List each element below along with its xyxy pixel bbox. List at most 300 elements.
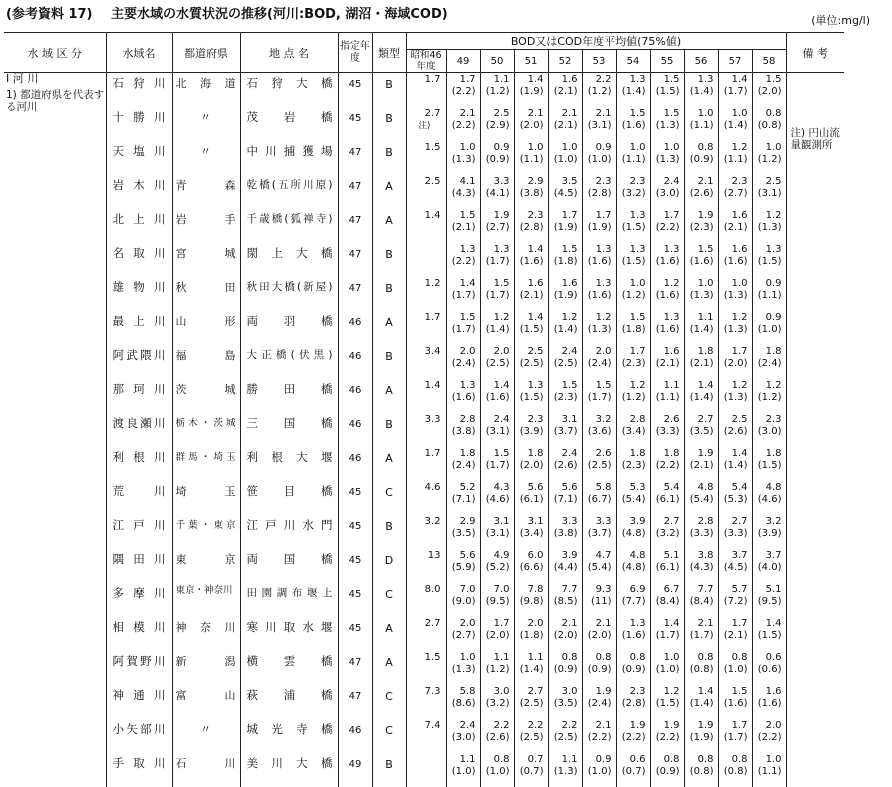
percentile-75: (3.3) <box>719 528 748 540</box>
percentile-75: (8.4) <box>685 596 714 608</box>
value-cell <box>548 685 582 719</box>
table-row <box>4 209 844 243</box>
bod-average: 1.3 <box>651 312 680 324</box>
value-cell <box>446 107 480 141</box>
percentile-75: (0.9) <box>685 154 714 166</box>
percentile-75: (2.1) <box>515 290 544 302</box>
bod-average: 2.1 <box>685 176 714 188</box>
bod-average: 1.5 <box>447 210 476 222</box>
value-cell <box>480 345 514 379</box>
bod-average: 4.9 <box>481 550 510 562</box>
table-row <box>4 243 844 277</box>
water-name: 北上川 <box>106 209 172 243</box>
percentile-75: (3.9) <box>753 528 782 540</box>
value-cell <box>616 583 650 617</box>
value-cell <box>446 515 480 549</box>
bod-average: 1.7 <box>481 618 510 630</box>
percentile-75: (1.5) <box>753 460 782 472</box>
value-cell <box>446 651 480 685</box>
table-row <box>4 345 844 379</box>
reference-label: (参考資料 17) <box>6 7 93 22</box>
percentile-75: (2.0) <box>481 630 510 642</box>
value-cell <box>582 719 616 753</box>
value-cell <box>684 413 718 447</box>
showa46-value <box>406 175 446 209</box>
water-name: 利根川 <box>106 447 172 481</box>
bod-average: 2.5 <box>515 346 544 358</box>
percentile-75: (9.0) <box>447 596 476 608</box>
percentile-75: (1.0) <box>549 154 578 166</box>
bod-average: 1.9 <box>685 448 714 460</box>
bod-average: 2.1 <box>515 108 544 120</box>
percentile-75: (1.3) <box>719 392 748 404</box>
value-cell <box>548 753 582 787</box>
bod-average: 5.1 <box>753 584 782 596</box>
bod-average: 3.3 <box>583 516 612 528</box>
value-cell <box>514 209 548 243</box>
bod-average: 0.8 <box>651 754 680 766</box>
col-designated-year: 指定年度 <box>338 33 372 73</box>
percentile-75: (3.4) <box>515 528 544 540</box>
percentile-75: (2.2) <box>447 86 476 98</box>
value-cell <box>752 447 786 481</box>
percentile-75: (1.0) <box>447 766 476 778</box>
percentile-75: (1.4) <box>549 324 578 336</box>
percentile-75: (2.3) <box>617 460 646 472</box>
value-cell <box>514 685 548 719</box>
value-cell <box>684 651 718 685</box>
percentile-75: (3.1) <box>481 426 510 438</box>
percentile-75: (1.3) <box>651 154 680 166</box>
percentile-75: (3.6) <box>583 426 612 438</box>
percentile-75: (3.3) <box>651 426 680 438</box>
prefecture: 〃 <box>172 141 240 175</box>
bod-average: 2.2 <box>515 720 544 732</box>
percentile-75: (6.6) <box>515 562 544 574</box>
prefecture: 東京・神奈川 <box>172 583 240 617</box>
category-cell <box>4 73 106 787</box>
percentile-75: (1.5) <box>651 86 680 98</box>
bod-average: 0.9 <box>583 142 612 154</box>
percentile-75: (1.7) <box>651 630 680 642</box>
percentile-75: (1.7) <box>685 630 714 642</box>
bod-average: 1.4 <box>685 380 714 392</box>
bod-average: 2.3 <box>753 414 782 426</box>
percentile-75: (2.4) <box>583 698 612 710</box>
s46-bod: 1.7 <box>407 74 441 85</box>
bod-average: 1.4 <box>481 380 510 392</box>
percentile-75: (2.2) <box>651 460 680 472</box>
type-class: C <box>372 583 406 617</box>
bod-average: 7.0 <box>447 584 476 596</box>
table-row <box>4 651 844 685</box>
bod-average: 1.5 <box>617 312 646 324</box>
bod-average: 2.8 <box>447 414 476 426</box>
bod-average: 1.2 <box>753 210 782 222</box>
percentile-75: (4.8) <box>617 528 646 540</box>
value-cell <box>480 447 514 481</box>
bod-average: 3.1 <box>549 414 578 426</box>
value-cell <box>514 583 548 617</box>
bod-average: 1.4 <box>515 244 544 256</box>
prefecture: 栃木・茨城 <box>172 413 240 447</box>
table-row <box>4 583 844 617</box>
value-cell <box>718 243 752 277</box>
bod-average: 5.8 <box>583 482 612 494</box>
percentile-75: (5.4) <box>685 494 714 506</box>
value-cell <box>718 413 752 447</box>
percentile-75: (1.4) <box>515 664 544 676</box>
bod-average: 2.3 <box>515 414 544 426</box>
value-cell <box>752 583 786 617</box>
bod-average: 2.5 <box>719 414 748 426</box>
designated-year: 47 <box>338 651 372 685</box>
water-quality-table <box>4 32 844 787</box>
percentile-75: (1.5) <box>617 222 646 234</box>
bod-average: 5.8 <box>447 686 476 698</box>
percentile-75: (1.0) <box>481 766 510 778</box>
table-row <box>4 107 844 141</box>
designated-year: 47 <box>338 209 372 243</box>
bod-average: 1.6 <box>719 244 748 256</box>
value-cell <box>446 413 480 447</box>
showa46-value <box>406 209 446 243</box>
value-cell <box>616 549 650 583</box>
percentile-75: (1.5) <box>515 324 544 336</box>
percentile-75: (2.5) <box>583 460 612 472</box>
percentile-75: (2.7) <box>447 630 476 642</box>
bod-average: 1.3 <box>617 618 646 630</box>
category-subsection: 1) 都道府県を代表する河川 <box>6 85 106 113</box>
type-class: B <box>372 107 406 141</box>
bod-average: 0.8 <box>685 142 714 154</box>
bod-average: 1.2 <box>719 142 748 154</box>
percentile-75: (1.6) <box>651 290 680 302</box>
bod-average: 1.3 <box>583 278 612 290</box>
bod-average: 2.8 <box>617 414 646 426</box>
s46-bod: 3.3 <box>407 414 441 425</box>
s46-bod: 8.0 <box>407 584 441 595</box>
value-cell <box>582 753 616 787</box>
water-name: 隅田川 <box>106 549 172 583</box>
value-cell <box>514 311 548 345</box>
remarks-note: 注) 円山流量観測所 <box>791 127 845 151</box>
bod-average: 0.9 <box>583 754 612 766</box>
showa46-value <box>406 141 446 175</box>
value-cell <box>650 447 684 481</box>
bod-average: 0.8 <box>481 754 510 766</box>
bod-average: 3.3 <box>481 176 510 188</box>
col-year: 49 <box>446 50 480 73</box>
percentile-75: (4.3) <box>447 188 476 200</box>
percentile-75: (1.5) <box>515 392 544 404</box>
point-name: 石狩大橋 <box>240 73 338 108</box>
percentile-75: (1.6) <box>685 256 714 268</box>
percentile-75: (0.8) <box>719 766 748 778</box>
bod-average: 1.8 <box>617 448 646 460</box>
bod-average: 1.6 <box>753 686 782 698</box>
percentile-75: (3.8) <box>515 188 544 200</box>
percentile-75: (2.0) <box>515 120 544 132</box>
value-cell <box>616 243 650 277</box>
point-name: 乾橋(五所川原) <box>240 175 338 209</box>
col-year: 56 <box>684 50 718 73</box>
percentile-75: (2.4) <box>753 358 782 370</box>
percentile-75: (2.1) <box>651 358 680 370</box>
value-cell <box>514 107 548 141</box>
percentile-75: (3.7) <box>549 426 578 438</box>
bod-average: 1.5 <box>719 686 748 698</box>
value-cell <box>548 515 582 549</box>
percentile-75: (2.2) <box>651 222 680 234</box>
bod-average: 3.1 <box>481 516 510 528</box>
value-cell <box>752 107 786 141</box>
col-year: 53 <box>582 50 616 73</box>
bod-average: 0.6 <box>753 652 782 664</box>
bod-average: 2.3 <box>617 686 646 698</box>
bod-average: 3.9 <box>549 550 578 562</box>
bod-average: 3.7 <box>753 550 782 562</box>
value-cell <box>480 583 514 617</box>
point-name: 秋田大橋(新屋) <box>240 277 338 311</box>
value-cell <box>582 379 616 413</box>
percentile-75: (3.2) <box>481 698 510 710</box>
bod-average: 2.1 <box>583 108 612 120</box>
percentile-75: (1.6) <box>719 698 748 710</box>
bod-average: 1.5 <box>447 312 476 324</box>
water-name: 最上川 <box>106 311 172 345</box>
percentile-75: (3.5) <box>685 426 714 438</box>
table-row <box>4 141 844 175</box>
bod-average: 4.3 <box>481 482 510 494</box>
s46-bod: 1.4 <box>407 380 441 391</box>
bod-average: 1.8 <box>447 448 476 460</box>
bod-average: 1.5 <box>651 108 680 120</box>
value-cell <box>718 379 752 413</box>
percentile-75: (1.6) <box>583 290 612 302</box>
s46-note: 注) <box>407 119 441 131</box>
percentile-75: (0.7) <box>617 766 646 778</box>
bod-average: 2.1 <box>685 618 714 630</box>
bod-average: 0.8 <box>719 652 748 664</box>
percentile-75: (1.3) <box>583 324 612 336</box>
percentile-75: (2.3) <box>617 358 646 370</box>
percentile-75: (1.2) <box>617 392 646 404</box>
table-row <box>4 549 844 583</box>
bod-average: 1.2 <box>481 312 510 324</box>
value-cell <box>582 549 616 583</box>
value-cell <box>718 481 752 515</box>
percentile-75: (3.3) <box>685 528 714 540</box>
value-cell <box>514 413 548 447</box>
percentile-75: (1.2) <box>617 290 646 302</box>
percentile-75: (1.7) <box>447 290 476 302</box>
percentile-75: (1.0) <box>753 324 782 336</box>
value-cell <box>480 617 514 651</box>
value-cell <box>752 243 786 277</box>
value-cell <box>684 345 718 379</box>
bod-average: 7.7 <box>685 584 714 596</box>
bod-average: 1.4 <box>685 686 714 698</box>
prefecture: 北海道 <box>172 73 240 108</box>
bod-average: 1.3 <box>447 244 476 256</box>
value-cell <box>582 141 616 175</box>
percentile-75: (1.4) <box>481 324 510 336</box>
value-cell <box>548 209 582 243</box>
value-cell <box>718 277 752 311</box>
prefecture: 新潟 <box>172 651 240 685</box>
value-cell <box>752 73 786 108</box>
bod-average: 5.6 <box>515 482 544 494</box>
bod-average: 1.5 <box>549 380 578 392</box>
table-body <box>4 73 844 787</box>
table-row <box>4 685 844 719</box>
col-year: 50 <box>480 50 514 73</box>
value-cell <box>480 73 514 108</box>
value-cell <box>752 209 786 243</box>
value-cell <box>548 243 582 277</box>
value-cell <box>548 107 582 141</box>
bod-average: 2.0 <box>515 618 544 630</box>
value-cell <box>446 685 480 719</box>
s46-bod: 7.3 <box>407 686 441 697</box>
percentile-75: (4.6) <box>481 494 510 506</box>
bod-average: 1.5 <box>481 278 510 290</box>
bod-average: 3.7 <box>719 550 748 562</box>
type-class: B <box>372 243 406 277</box>
value-cell <box>650 719 684 753</box>
bod-average: 3.0 <box>481 686 510 698</box>
s46-bod: 1.7 <box>407 448 441 459</box>
water-name: 多摩川 <box>106 583 172 617</box>
percentile-75: (1.4) <box>719 120 748 132</box>
value-cell <box>548 481 582 515</box>
value-cell <box>752 515 786 549</box>
table-row <box>4 413 844 447</box>
bod-average: 5.6 <box>549 482 578 494</box>
bod-average: 1.4 <box>515 312 544 324</box>
table-row <box>4 311 844 345</box>
percentile-75: (2.6) <box>549 460 578 472</box>
bod-average: 1.2 <box>651 686 680 698</box>
value-cell <box>650 141 684 175</box>
bod-average: 1.3 <box>515 380 544 392</box>
type-class: B <box>372 413 406 447</box>
point-name: 江戸川水門 <box>240 515 338 549</box>
bod-average: 1.5 <box>583 380 612 392</box>
bod-average: 2.4 <box>447 720 476 732</box>
value-cell <box>514 753 548 787</box>
bod-average: 2.6 <box>651 414 680 426</box>
percentile-75: (2.9) <box>481 120 510 132</box>
col-year: 52 <box>548 50 582 73</box>
percentile-75: (8.4) <box>651 596 680 608</box>
percentile-75: (2.5) <box>549 732 578 744</box>
point-name: 茂岩橋 <box>240 107 338 141</box>
showa46-value <box>406 73 446 108</box>
value-cell <box>718 549 752 583</box>
percentile-75: (1.7) <box>481 290 510 302</box>
bod-average: 0.8 <box>753 108 782 120</box>
percentile-75: (1.3) <box>447 154 476 166</box>
type-class: B <box>372 515 406 549</box>
value-cell <box>650 617 684 651</box>
designated-year: 45 <box>338 617 372 651</box>
percentile-75: (3.0) <box>753 426 782 438</box>
percentile-75: (1.0) <box>651 664 680 676</box>
type-class: B <box>372 141 406 175</box>
value-cell <box>514 447 548 481</box>
designated-year: 45 <box>338 583 372 617</box>
bod-average: 2.0 <box>447 346 476 358</box>
value-cell <box>616 481 650 515</box>
bod-average: 1.7 <box>549 210 578 222</box>
percentile-75: (0.9) <box>583 664 612 676</box>
bod-average: 2.9 <box>447 516 476 528</box>
value-cell <box>684 719 718 753</box>
bod-average: 1.7 <box>447 74 476 86</box>
col-year: 57 <box>718 50 752 73</box>
value-cell <box>582 311 616 345</box>
col-annual-header: BOD又はCOD年度平均値(75%値) <box>406 33 786 50</box>
value-cell <box>514 141 548 175</box>
bod-average: 2.4 <box>481 414 510 426</box>
percentile-75: (0.9) <box>481 154 510 166</box>
bod-average: 1.0 <box>447 142 476 154</box>
percentile-75: (1.9) <box>549 222 578 234</box>
percentile-75: (0.6) <box>753 664 782 676</box>
prefecture: 神奈川 <box>172 617 240 651</box>
percentile-75: (1.3) <box>685 290 714 302</box>
point-name: 田園調布堰上 <box>240 583 338 617</box>
prefecture: 群馬・埼玉 <box>172 447 240 481</box>
value-cell <box>718 73 752 108</box>
bod-average: 5.1 <box>651 550 680 562</box>
value-cell <box>548 651 582 685</box>
point-name: 勝田橋 <box>240 379 338 413</box>
value-cell <box>684 141 718 175</box>
s46-bod: 2.7 <box>407 618 441 629</box>
value-cell <box>480 243 514 277</box>
point-name: 寒川取水堰 <box>240 617 338 651</box>
col-remarks: 備 考 <box>786 33 844 73</box>
s46-bod: 3.4 <box>407 346 441 357</box>
percentile-75: (3.1) <box>753 188 782 200</box>
value-cell <box>616 379 650 413</box>
value-cell <box>480 651 514 685</box>
water-name: 天塩川 <box>106 141 172 175</box>
bod-average: 7.7 <box>549 584 578 596</box>
value-cell <box>480 175 514 209</box>
bod-average: 5.6 <box>447 550 476 562</box>
showa46-value <box>406 583 446 617</box>
bod-average: 1.2 <box>651 278 680 290</box>
bod-average: 0.8 <box>719 754 748 766</box>
bod-average: 1.8 <box>753 448 782 460</box>
percentile-75: (3.2) <box>617 188 646 200</box>
bod-average: 0.8 <box>617 652 646 664</box>
bod-average: 5.4 <box>651 482 680 494</box>
designated-year: 49 <box>338 753 372 787</box>
bod-average: 6.9 <box>617 584 646 596</box>
point-name: 閖上大橋 <box>240 243 338 277</box>
designated-year: 47 <box>338 141 372 175</box>
type-class: C <box>372 685 406 719</box>
percentile-75: (1.6) <box>753 698 782 710</box>
percentile-75: (3.0) <box>447 732 476 744</box>
percentile-75: (9.5) <box>753 596 782 608</box>
percentile-75: (1.1) <box>719 154 748 166</box>
